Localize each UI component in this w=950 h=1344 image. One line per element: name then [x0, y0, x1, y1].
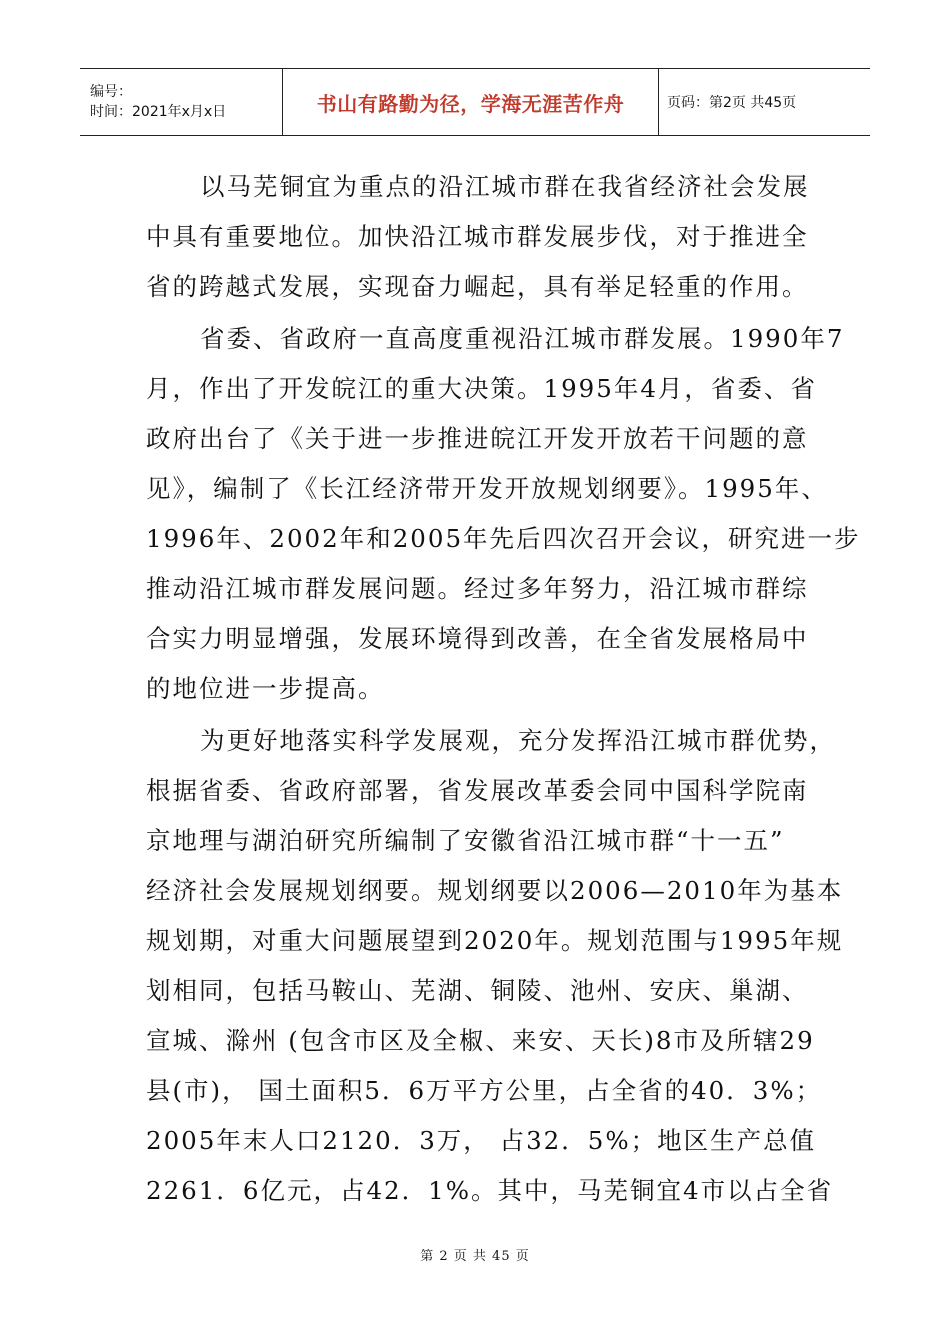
- number-label: 编号：: [90, 84, 132, 100]
- paragraph-line: 见》，编制了《长江经济带开发开放规划纲要》。1995年、: [146, 474, 828, 503]
- header-page-code-cell: [659, 69, 870, 135]
- paragraph: [146, 716, 844, 1216]
- paragraph-line: 政府出台了《关于进一步推进皖江开发开放若干问题的意: [146, 424, 809, 453]
- time-label: 时间：2021年x月x日: [90, 104, 227, 120]
- paragraph-line: 宣城、滁州 (包含市区及全椒、来安、天长)8市及所辖29: [146, 1026, 815, 1055]
- paragraph-line: 省的跨越式发展，实现奋力崛起，具有举足轻重的作用。: [146, 272, 809, 301]
- page-footer: 第 2 页 共 45 页: [420, 1249, 530, 1264]
- paragraph-line: 推动沿江城市群发展问题。经过多年努力，沿江城市群综: [146, 574, 809, 603]
- paragraph-spacer: [146, 1216, 806, 1218]
- motto-text: 书山有路勤为径，学海无涯苦作舟: [316, 91, 625, 116]
- paragraph-line: 合实力明显增强，发展环境得到改善，在全省发展格局中: [146, 624, 809, 653]
- page-header: [80, 68, 870, 136]
- paragraph-line: 2261．6亿元，占42．1%。其中，马芜铜宜4市以占全省: [146, 1176, 834, 1205]
- paragraph-line: 中具有重要地位。加快沿江城市群发展步伐，对于推进全: [146, 222, 809, 251]
- paragraph-line: 以马芜铜宜为重点的沿江城市群在我省经济社会发展: [200, 172, 810, 201]
- header-meta: [80, 69, 283, 135]
- paragraph-line: 经济社会发展规划纲要。规划纲要以2006—2010年为基本: [146, 876, 844, 905]
- paragraph-line: 的地位进一步提高。: [146, 674, 385, 703]
- page-code: 页码：第2页 共45页: [667, 95, 797, 111]
- paragraph-line: 1996年、2002年和2005年先后四次召开会议，研究进一步: [146, 524, 861, 553]
- header-motto-cell: [283, 69, 659, 135]
- paragraph-line: 2005年末人口2120．3万， 占32．5%；地区生产总值: [146, 1126, 817, 1155]
- paragraph-line: 划相同，包括马鞍山、芜湖、铜陵、池州、安庆、巢湖、: [146, 976, 809, 1005]
- paragraph: [146, 162, 810, 312]
- document-body: [146, 162, 861, 1218]
- paragraph-line: 县(市)， 国土面积5．6万平方公里，占全省的40．3%；: [146, 1076, 823, 1105]
- paragraph-line: 为更好地落实科学发展观，充分发挥沿江城市群优势，: [200, 726, 836, 755]
- paragraph-line: 省委、省政府一直高度重视沿江城市群发展。1990年7: [200, 324, 845, 353]
- paragraph-line: 月，作出了开发皖江的重大决策。1995年4月，省委、省: [146, 374, 817, 403]
- paragraph-line: 规划期，对重大问题展望到2020年。规划范围与1995年规: [146, 926, 844, 955]
- paragraph-line: 根据省委、省政府部署，省发展改革委会同中国科学院南: [146, 776, 809, 805]
- paragraph: [146, 314, 861, 714]
- paragraph-line: 京地理与湖泊研究所编制了安徽省沿江城市群“十一五”: [146, 826, 785, 855]
